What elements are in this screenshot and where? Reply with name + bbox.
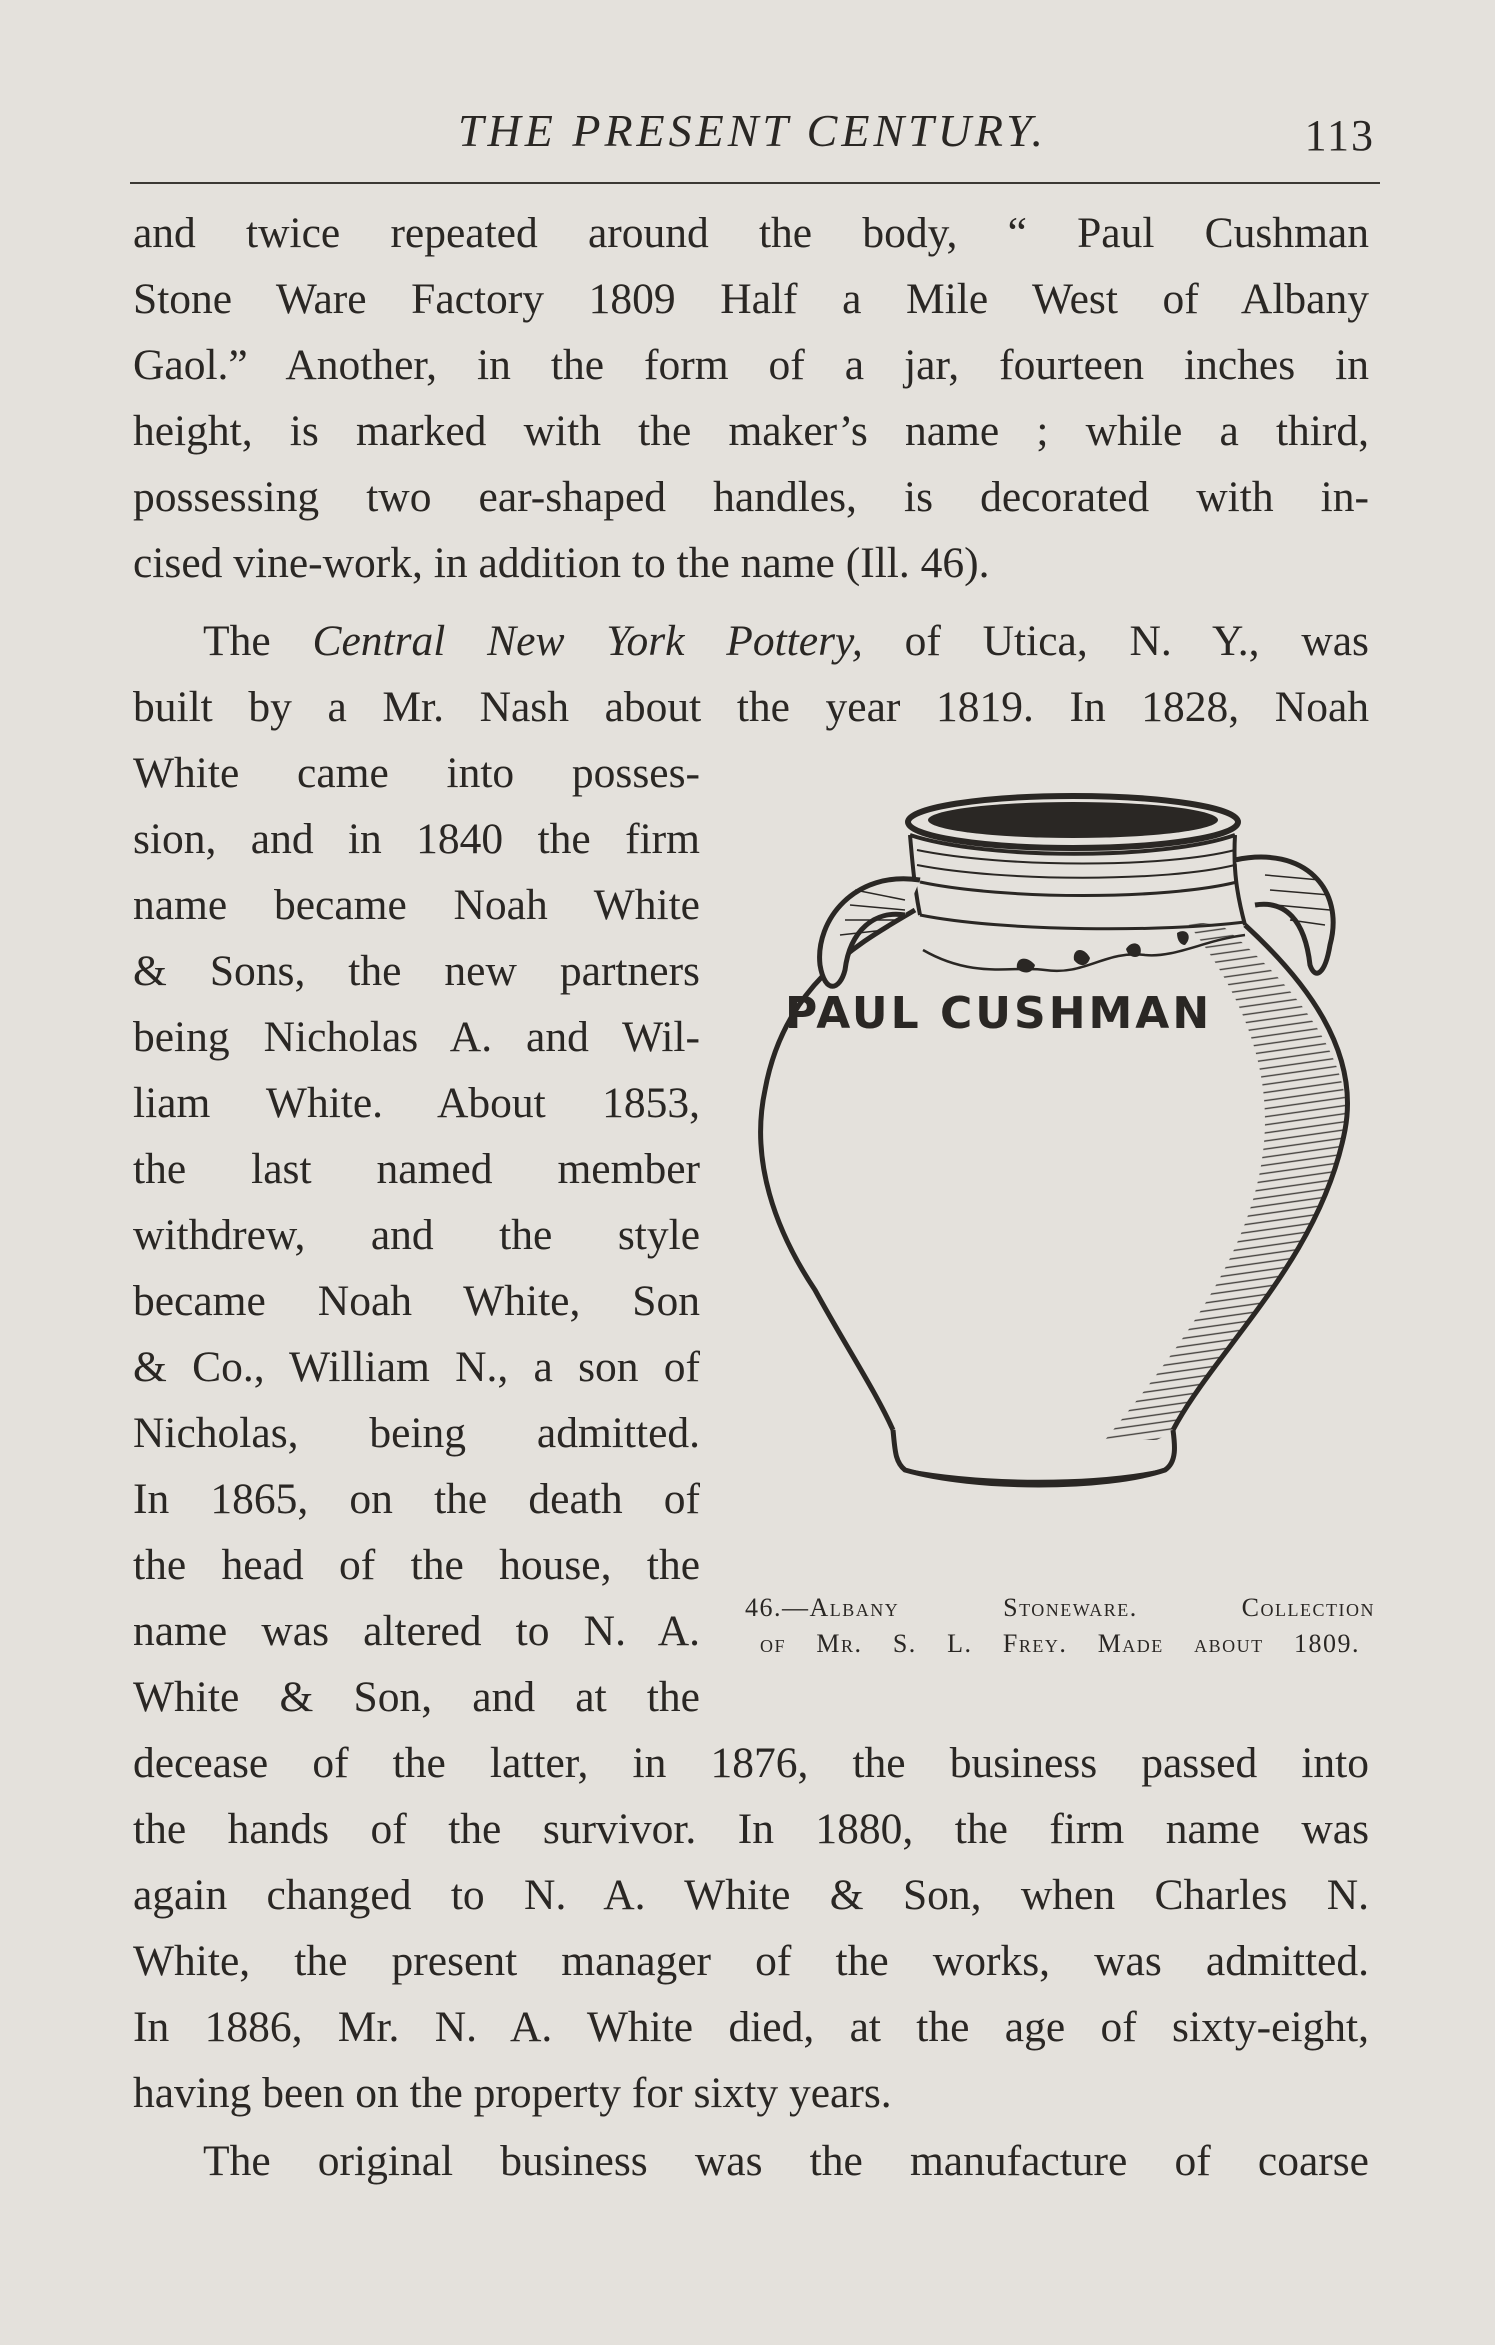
text-line: The original business was the manufacture of coarse: [203, 2137, 1369, 2185]
text-line: [133, 608, 1369, 674]
text-segment: of Utica, N. Y., was: [862, 617, 1369, 665]
text-line: Gaol.” Another, in the form of a jar, fourteen inches in: [133, 341, 1369, 389]
text-line: having been on the property for sixty years.: [133, 2069, 892, 2117]
text-line: White, the present manager of the works, was admitted.: [133, 1937, 1369, 1985]
paragraph-2-closing: [133, 1730, 1369, 2126]
text-line: liam White. About 1853,: [133, 1079, 700, 1127]
paragraph-1: [133, 200, 1369, 596]
text-line: height, is marked with the maker’s name ; while a third,: [133, 407, 1369, 455]
caption-line: of Mr. S. L. Frey. Made about 1809.: [760, 1629, 1360, 1658]
caption-line: 46.—Albany Stoneware. Collection: [745, 1593, 1375, 1622]
text-line: built by a Mr. Nash about the year 1819. In 1828, Noah: [133, 683, 1369, 731]
running-head: [130, 100, 1375, 160]
text-line: the head of the house, the: [133, 1541, 700, 1589]
text-line: sion, and in 1840 the firm: [133, 815, 700, 863]
text-segment: The: [203, 617, 313, 665]
text-line: White came into posses-: [133, 749, 700, 797]
text-line: Nicholas, being admitted.: [133, 1409, 700, 1457]
text-line: & Sons, the new partners: [133, 947, 700, 995]
text-line: became Noah White, Son: [133, 1277, 700, 1325]
text-line: withdrew, and the style: [133, 1211, 700, 1259]
figure-caption: [745, 1590, 1375, 1662]
text-line: possessing two ear-shaped handles, is decorated with in-: [133, 473, 1369, 521]
text-line: again changed to N. A. White & Son, when Charles N.: [133, 1871, 1369, 1919]
text-line: cised vine-work, in addition to the name (Ill. 46).: [133, 539, 990, 587]
stoneware-jar-illustration: [745, 790, 1380, 1570]
text-line: & Co., William N., a son of: [133, 1343, 700, 1391]
pottery-name: Central New York Pottery,: [312, 617, 863, 665]
paragraph-2-opening: [133, 608, 1369, 740]
page-number: 113: [1304, 111, 1375, 160]
paragraph-3: [133, 2128, 1369, 2194]
jar-drawing: [745, 790, 1380, 1570]
text-line: White & Son, and at the: [133, 1673, 700, 1721]
text-line: Stone Ware Factory 1809 Half a Mile West of Albany: [133, 275, 1369, 323]
text-line: In 1886, Mr. N. A. White died, at the age of sixty-eight,: [133, 2003, 1369, 2051]
running-title: THE PRESENT CENTURY.: [457, 105, 1048, 156]
text-line: being Nicholas A. and Wil-: [133, 1013, 700, 1061]
text-line: name became Noah White: [133, 881, 700, 929]
header-rule: [130, 182, 1380, 184]
text-line: the hands of the survivor. In 1880, the firm name was: [133, 1805, 1369, 1853]
text-line: decease of the latter, in 1876, the business passed into: [133, 1739, 1369, 1787]
text-line: and twice repeated around the body, “ Paul Cushman: [133, 209, 1369, 257]
text-line: the last named member: [133, 1145, 700, 1193]
text-line: In 1865, on the death of: [133, 1475, 700, 1523]
text-line: name was altered to N. A.: [133, 1607, 700, 1655]
paragraph-2-wrapped-column: [133, 740, 700, 1730]
jar-inscription: PAUL CUSHMAN: [785, 988, 1213, 1039]
